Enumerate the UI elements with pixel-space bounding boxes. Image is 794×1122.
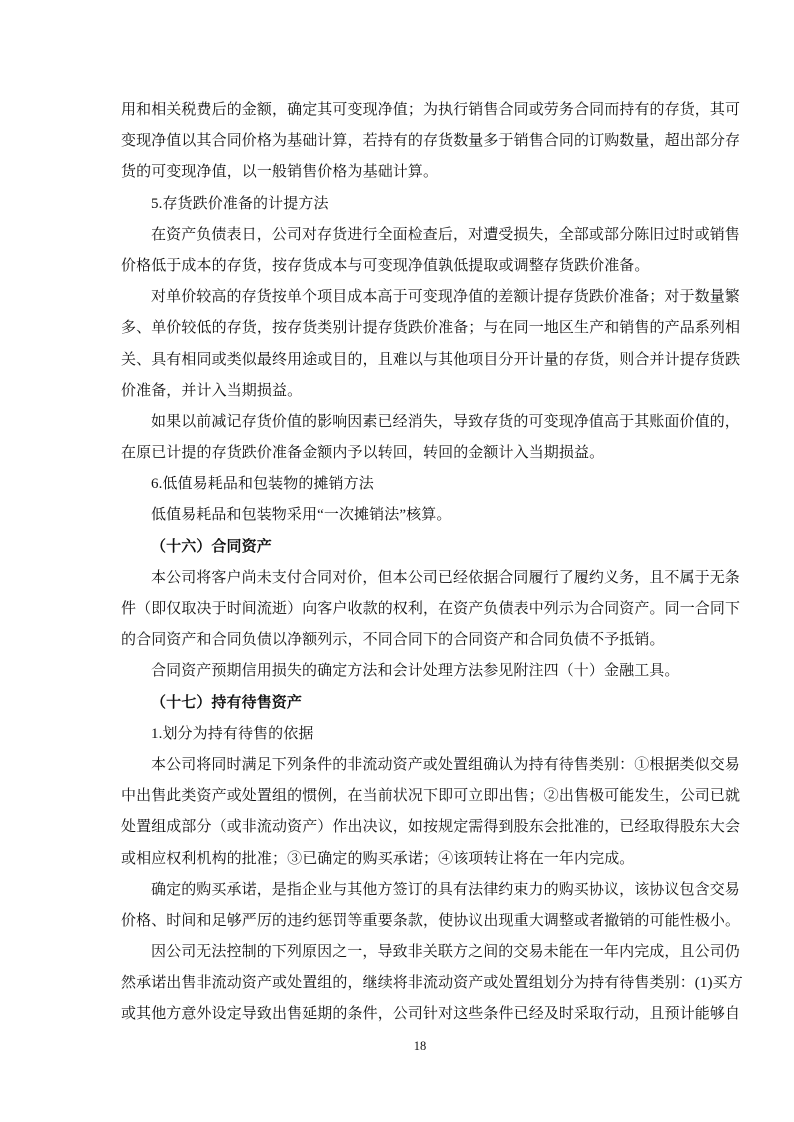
text-line: 6.低值易耗品和包装物的摊销方法 (151, 476, 374, 493)
section-heading: （十六）合同资产 (151, 538, 272, 555)
text-line: 因公司无法控制的下列原因之一，导致非关联方之间的交易未能在一年内完成，且公司仍 (151, 944, 740, 961)
text-line: 价格低于成本的存货，按存货成本与可变现净值孰低提取或调整存货跌价准备。 (121, 257, 650, 274)
text-line: 1.划分为持有待售的依据 (151, 725, 314, 742)
text-line: 关、具有相同或类似最终用途或目的，且难以与其他项目分开计量的存货，则合并计提存货跌 (121, 351, 741, 368)
text-line: 本公司将同时满足下列条件的非流动资产或处置组确认为持有待售类别：①根据类似交易 (151, 756, 740, 773)
text-line: 变现净值以其合同价格为基础计算，若持有的存货数量多于销售合同的订购数量，超出部分存 (121, 133, 741, 150)
text-line: 的合同资产和合同负债以净额列示，不同合同下的合同资产和合同负债不予抵销。 (121, 632, 665, 649)
text-line: 多、单价较低的存货，按存货类别计提存货跌价准备；与在同一地区生产和销售的产品系列相 (121, 320, 741, 337)
page-number: 18 (413, 1039, 427, 1053)
text-line: 如果以前减记存货价值的影响因素已经消失，导致存货的可变现净值高于其账面价值的， (151, 413, 740, 430)
text-line: 确定的购买承诺，是指企业与其他方签订的具有法律约束力的购买协议，该协议包含交易 (151, 881, 740, 898)
text-line: 价准备，并计入当期损益。 (121, 382, 303, 399)
section-heading: （十七）持有待售资产 (151, 694, 303, 711)
text-line: 件（即仅取决于时间流逝）向客户收款的权利，在资产负债表中列示为合同资产。同一合同下 (121, 601, 741, 617)
text-line: 本公司将客户尚未支付合同对价，但本公司已经依据合同履行了履约义务，且不属于无条 (151, 569, 740, 586)
text-line: 然承诺出售非流动资产或处置组的，继续将非流动资产或处置组划分为持有待售类别：(1)买方 (121, 975, 743, 992)
text-line: 中出售此类资产或处置组的惯例，在当前状况下即可立即出售；②出售极可能发生，公司已就 (121, 788, 741, 805)
text-line: 或其他方意外设定导致出售延期的条件，公司针对这些条件已经及时采取行动，且预计能够自 (121, 1006, 741, 1023)
text-line: 在资产负债表日，公司对存货进行全面检查后，对遭受损失，全部或部分陈旧过时或销售 (151, 226, 740, 243)
text-line: 合同资产预期信用损失的确定方法和会计处理方法参见附注四（十）金融工具。 (151, 663, 680, 680)
text-line: 对单价较高的存货按单个项目成本高于可变现净值的差额计提存货跌价准备；对于数量繁 (151, 289, 740, 306)
text-line: 处置组成部分（或非流动资产）作出决议，如按规定需得到股东会批准的，已经取得股东大会 (121, 819, 741, 836)
text-line: 用和相关税费后的金额，确定其可变现净值；为执行销售合同或劳务合同而持有的存货，其可 (121, 102, 741, 118)
text-line: 低值易耗品和包装物采用“一次摊销法”核算。 (151, 507, 452, 524)
text-line: 5.存货跌价准备的计提方法 (151, 195, 329, 212)
text-line: 货的可变现净值，以一般销售价格为基础计算。 (121, 164, 439, 181)
text-line: 或相应权利机构的批准；③已确定的购买承诺；④该项转让将在一年内完成。 (121, 850, 635, 867)
text-block (121, 95, 757, 1031)
text-line: 在原已计提的存货跌价准备金额内予以转回，转回的金额计入当期损益。 (121, 445, 605, 462)
text-line: 价格、时间和足够严厉的违约惩罚等重要条款，使协议出现重大调整或者撤销的可能性极小。 (121, 912, 741, 929)
